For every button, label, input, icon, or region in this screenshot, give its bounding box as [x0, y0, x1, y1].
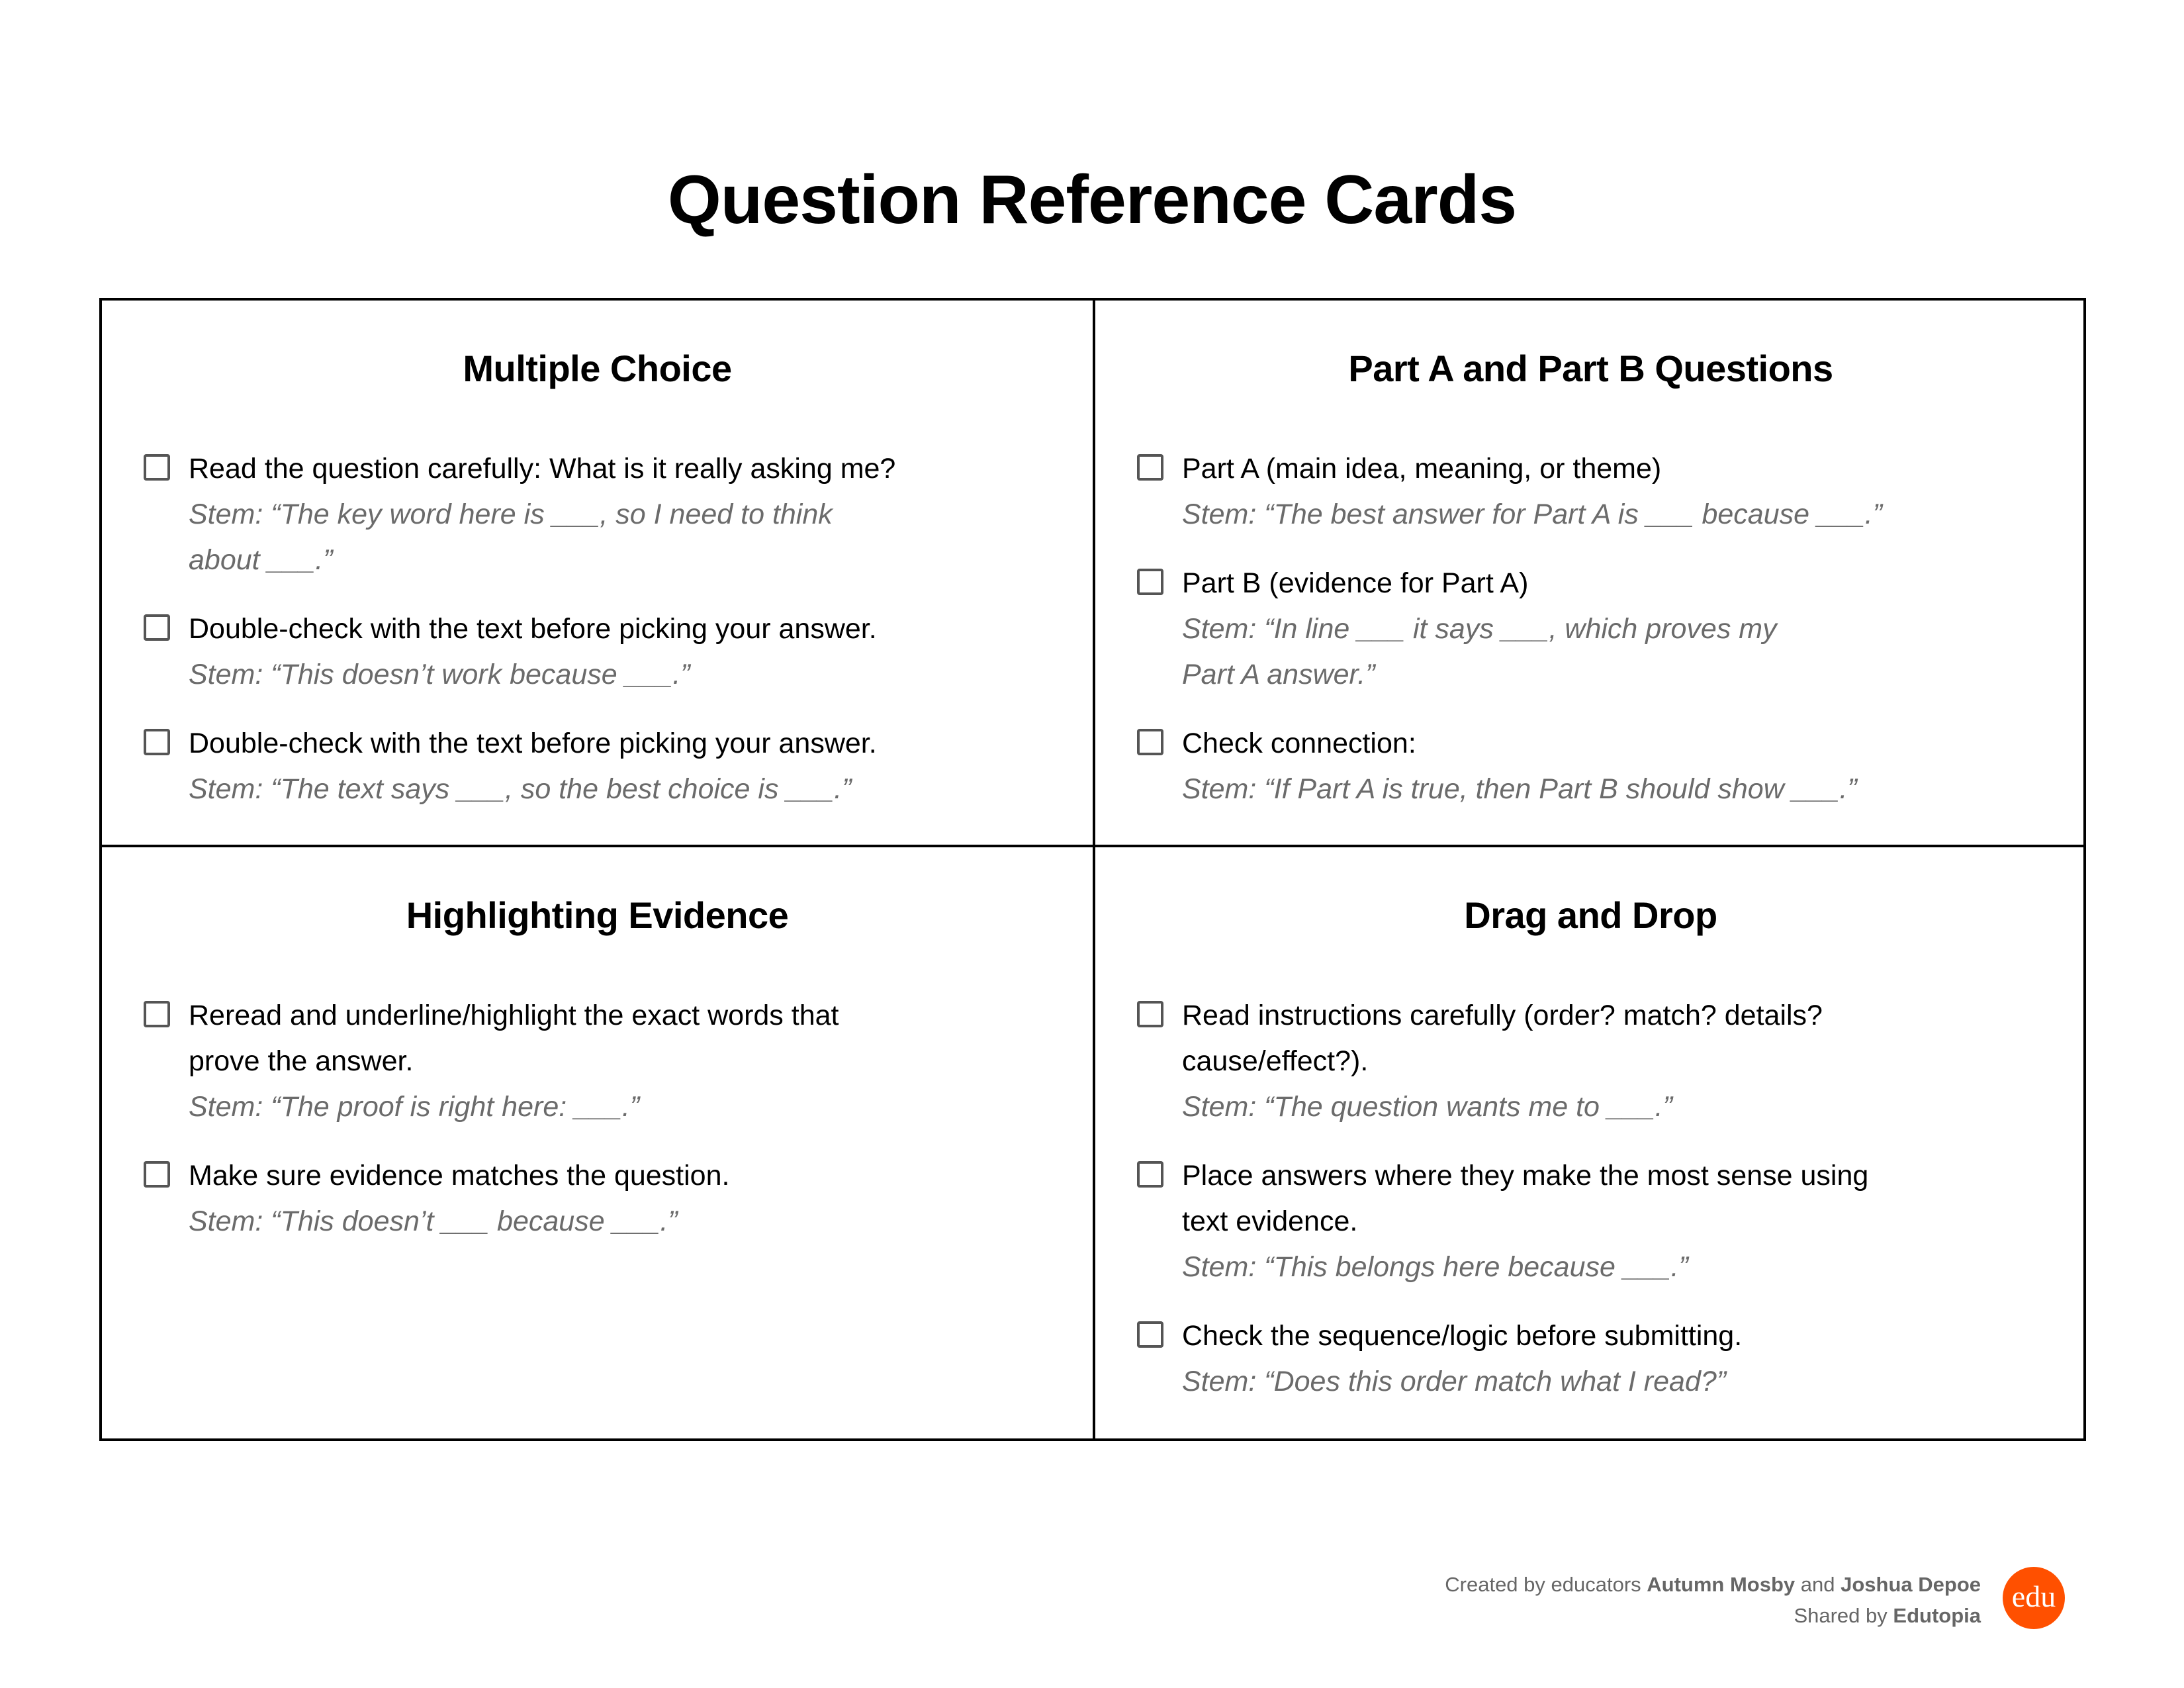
card-part-a-part-b	[1095, 301, 2086, 845]
item-text: Check connection:	[1182, 727, 1416, 759]
reference-cards-grid	[99, 298, 2086, 1441]
publisher-name: Edutopia	[1893, 1604, 1981, 1627]
card-title: Drag and Drop	[1464, 894, 1717, 936]
item-text: Read instructions carefully (order? match? details?	[1182, 1000, 1823, 1031]
card-highlighting-evidence	[102, 847, 1093, 1441]
item-text: Reread and underline/highlight the exact words that	[189, 1000, 839, 1031]
credits-prefix: Created by educators	[1445, 1573, 1647, 1596]
checkbox[interactable]	[144, 614, 170, 641]
item-text: Read the question carefully: What is it really asking me?	[189, 453, 896, 485]
shared-prefix: Shared by	[1794, 1604, 1893, 1627]
checklist-item	[144, 1153, 1066, 1244]
item-stem: Stem: “This belongs here because ___.”	[1182, 1251, 1688, 1283]
card-title: Multiple Choice	[463, 348, 732, 389]
checkbox[interactable]	[1137, 1161, 1163, 1188]
edutopia-logo-icon: edu	[2003, 1567, 2065, 1629]
item-text: Part A (main idea, meaning, or theme)	[1182, 453, 1662, 485]
credits-line-authors	[1445, 1569, 1981, 1600]
checklist-item	[144, 993, 1066, 1130]
item-stem: Stem: “The best answer for Part A is ___ because ___.”	[1182, 498, 1882, 530]
checkbox[interactable]	[144, 454, 170, 481]
item-text: Part B (evidence for Part A)	[1182, 567, 1529, 599]
item-text: text evidence.	[1182, 1205, 1358, 1237]
checkbox[interactable]	[144, 729, 170, 755]
checklist-item	[144, 721, 1066, 812]
checklist	[1137, 993, 2060, 1428]
card-multiple-choice	[102, 301, 1093, 845]
credits-joiner: and	[1795, 1573, 1841, 1596]
author-name: Joshua Depoe	[1841, 1573, 1981, 1596]
checklist-item	[1137, 993, 2060, 1130]
checklist-item	[1137, 1313, 2060, 1405]
credits-line-publisher	[1445, 1600, 1981, 1631]
item-text: Double-check with the text before picking your answer.	[189, 613, 877, 645]
item-text: prove the answer.	[189, 1045, 414, 1077]
item-text: Make sure evidence matches the question.	[189, 1160, 730, 1192]
checklist-item	[1137, 1153, 2060, 1290]
checkbox[interactable]	[1137, 1321, 1163, 1348]
checkbox[interactable]	[1137, 729, 1163, 755]
checkbox[interactable]	[1137, 1001, 1163, 1027]
item-text: Check the sequence/logic before submitting.	[1182, 1320, 1743, 1352]
item-stem: Part A answer.”	[1182, 659, 1375, 690]
item-stem: about ___.”	[189, 544, 333, 576]
card-title: Part A and Part B Questions	[1348, 348, 1833, 389]
checkbox[interactable]	[144, 1001, 170, 1027]
author-name: Autumn Mosby	[1647, 1573, 1796, 1596]
item-stem: Stem: “The text says ___, so the best choice is ___.”	[189, 773, 852, 805]
page-title: Question Reference Cards	[667, 162, 1517, 238]
checklist	[144, 993, 1066, 1268]
checklist-item	[144, 446, 1066, 583]
item-stem: Stem: “In line ___ it says ___, which proves my	[1182, 613, 1777, 645]
item-stem: Stem: “This doesn’t work because ___.”	[189, 659, 690, 690]
item-stem: Stem: “The proof is right here: ___.”	[189, 1091, 640, 1123]
item-stem: Stem: “This doesn’t ___ because ___.”	[189, 1205, 678, 1237]
item-stem: Stem: “If Part A is true, then Part B should show ___.”	[1182, 773, 1857, 805]
credits	[1445, 1569, 1981, 1631]
checkbox[interactable]	[144, 1161, 170, 1188]
checklist-item	[1137, 446, 2060, 538]
item-text: Place answers where they make the most sense using	[1182, 1160, 1869, 1192]
checklist	[1137, 446, 2060, 835]
checklist	[144, 446, 1066, 835]
card-title: Highlighting Evidence	[406, 894, 789, 936]
checkbox[interactable]	[1137, 454, 1163, 481]
checkbox[interactable]	[1137, 569, 1163, 595]
card-drag-and-drop	[1095, 847, 2086, 1441]
item-stem: Stem: “Does this order match what I read?”	[1182, 1366, 1727, 1397]
checklist-item	[1137, 721, 2060, 812]
checklist-item	[1137, 561, 2060, 698]
item-text: cause/effect?).	[1182, 1045, 1369, 1077]
item-text: Double-check with the text before picking your answer.	[189, 727, 877, 759]
checklist-item	[144, 606, 1066, 698]
item-stem: Stem: “The key word here is ___, so I need to think	[189, 498, 833, 530]
item-stem: Stem: “The question wants me to ___.”	[1182, 1091, 1672, 1123]
